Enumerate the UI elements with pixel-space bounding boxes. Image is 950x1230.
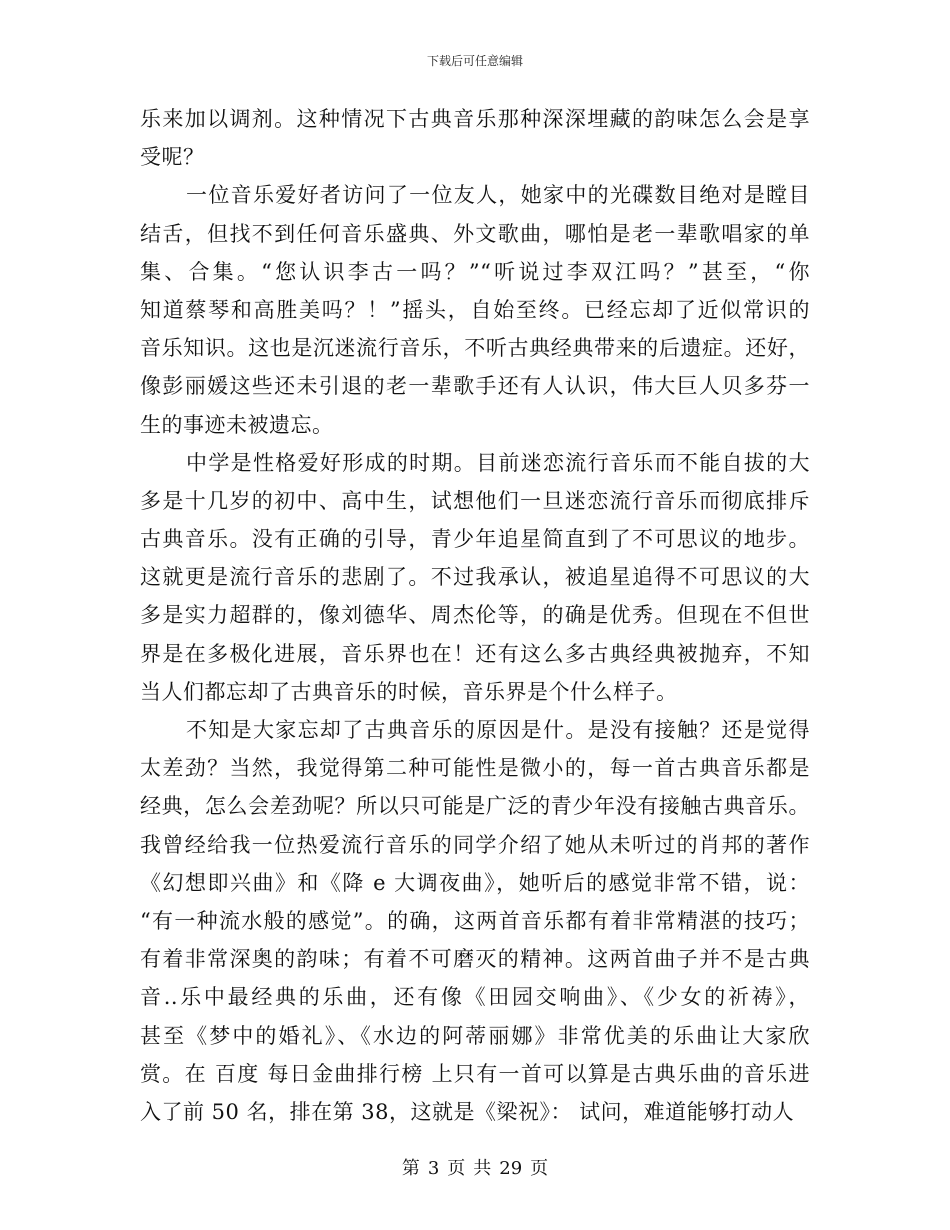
text-line: 古典音乐。没有正确的引导，青少年追星简直到了不可思议的地步。	[140, 527, 810, 552]
text-line: 不知是大家忘却了古典音乐的原因是什。是没有接触？还是觉得	[186, 718, 810, 742]
footer-page-label: 页	[447, 1158, 466, 1179]
text-line: 集、合集。“您认识李古一吗？”“听说过李双江吗？”甚至，“你	[140, 259, 810, 284]
page-number-current: 3	[427, 1158, 440, 1179]
text-line: 生的事迹未被遗忘。	[140, 412, 334, 437]
text-line: 赏。在 百度 每日金曲排行榜 上只有一首可以算是古典乐曲的音乐进	[140, 1061, 810, 1086]
text-line: 界是在多极化进展，音乐界也在！还有这么多古典经典被抛弃，不知	[140, 641, 810, 666]
text-line: “有一种流水般的感觉”。的确，这两首音乐都有着非常精湛的技巧；	[140, 908, 810, 933]
text-line: 多是十几岁的初中、高中生，试想他们一旦迷恋流行音乐而彻底排斥	[140, 488, 810, 513]
text-line: 有着非常深奥的韵味；有着不可磨灭的精神。这两首曲子并不是古典	[140, 947, 810, 972]
text-line: 一位音乐爱好者访问了一位友人，她家中的光碟数目绝对是瞠目	[186, 183, 810, 208]
paragraph	[140, 711, 810, 1131]
page-number-total: 29	[499, 1158, 523, 1179]
text-line: 音..乐中最经典的乐曲，还有像《田园交响曲》、《少女的祈祷》，	[140, 985, 810, 1010]
text-line: 中学是性格爱好形成的时期。目前迷恋流行音乐而不能自拔的大	[186, 450, 810, 475]
paragraph	[140, 100, 810, 176]
paragraph	[140, 176, 810, 443]
text-line: 知道蔡琴和高胜美吗？！”摇头，自始至终。已经忘却了近似常识的	[140, 297, 810, 322]
paragraph	[140, 444, 810, 711]
footer-suffix: 页	[530, 1158, 549, 1179]
page-header: 下载后可任意编辑	[426, 54, 523, 68]
text-line: 多是实力超群的，像刘德华、周杰伦等，的确是优秀。但现在不但世	[140, 603, 810, 628]
text-line: 甚至《梦中的婚礼》、《水边的阿蒂丽娜》非常优美的乐曲让大家欣	[140, 1023, 810, 1048]
text-line: 当人们都忘却了古典音乐的时候，音乐界是个什么样子。	[140, 679, 678, 704]
text-line: 《幻想即兴曲》和《降 e 大调夜曲》，她听后的感觉非常不错，说：	[140, 870, 810, 895]
text-line: 受呢？	[140, 145, 205, 170]
text-line: 这就更是流行音乐的悲剧了。不过我承认，被追星追得不可思议的大	[140, 565, 810, 590]
footer-total-label: 共	[473, 1158, 492, 1179]
page-footer	[0, 1154, 950, 1180]
text-line: 音乐知识。这也是沉迷流行音乐，不听古典经典带来的后遗症。还好，	[140, 336, 810, 361]
text-line: 结舌，但找不到任何音乐盛典、外文歌曲，哪怕是老一辈歌唱家的单	[140, 221, 810, 246]
text-line: 我曾经给我一位热爱流行音乐的同学介绍了她从未听过的肖邦的著作	[140, 832, 810, 857]
document-body	[140, 100, 810, 1131]
text-line: 经典，怎么会差劲呢？所以只可能是广泛的青少年没有接触古典音乐。	[140, 794, 810, 819]
text-line: 入了前 50 名，排在第 38，这就是《梁祝》： 试问，难道能够打动人	[140, 1099, 795, 1124]
footer-prefix: 第	[401, 1158, 420, 1179]
text-line: 乐来加以调剂。这种情况下古典音乐那种深深埋藏的韵味怎么会是享	[140, 107, 810, 131]
text-line: 像彭丽媛这些还未引退的老一辈歌手还有人认识，伟大巨人贝多芬一	[140, 374, 810, 399]
text-line: 太差劲？当然，我觉得第二种可能性是微小的，每一首古典音乐都是	[140, 756, 810, 781]
